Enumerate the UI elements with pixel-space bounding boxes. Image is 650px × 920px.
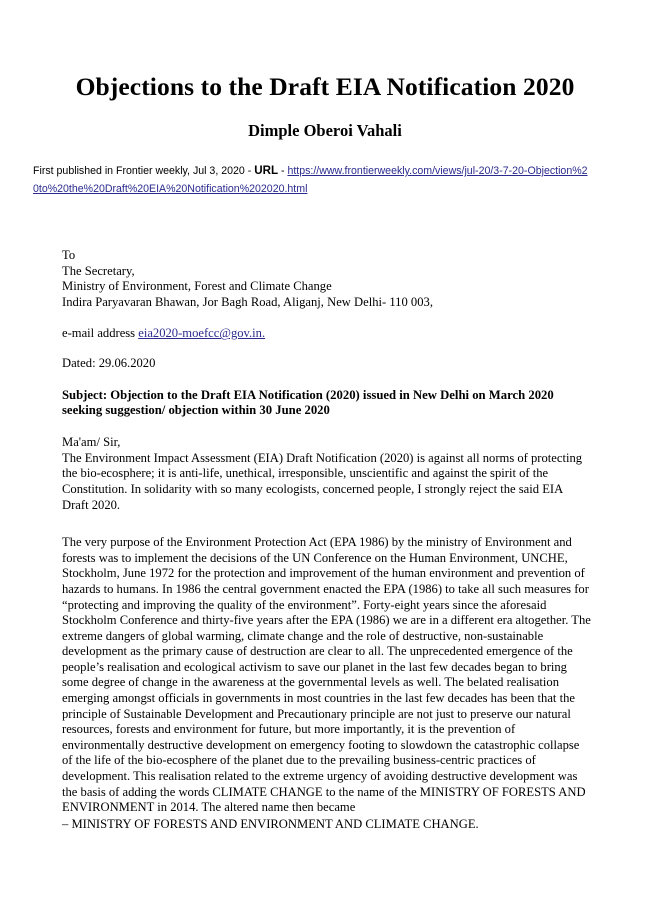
email-label: e-mail address [62,326,139,341]
address-to: To [62,248,76,262]
body-paragraph-2: The very purpose of the Environment Protection Act (EPA 1986) by the ministry of Environment and forests was to implement the decisions of the UN Conference on the Human Environment, UNCHE, Stockholm, June 1972 for the protection and improvement of the human environment and prevention of hazards to humans. In 1986 the central government enacted the EPA (1986) to take all such measures for “protecting and improving the quality of the environment”. Forty-eight years since the aforesaid Stockholm Conference and thirty-five years after the EPA (1986) we are in a different era altogether. The extreme dangers of global warming, climate change and the role of destructive, non-sustainable development as the primary cause of destruction are clear to all. The unprecedented emergence of the people’s realisation and ecological activism to save our planet in the last few decades began to bring some degree of change in the awareness at the governmental levels as well. The belated realisation emerging amongst officials in governments in most countries in the last few decades has been that the principle of Sustainable Development and Precautionary principle are not just to preserve our natural resources, forests and environment for future, but more importantly, it is the prevention of environmentally destructive development on emergency footing to slowdown the catastrophic collapse of the life of the bio-ecosphere of the planet due to the prevailing business-centric practices of development. This realisation related to the extreme urgency of avoiding destructive development was the basis of adding the words CLIMATE CHANGE to the name of the MINISTRY OF FORESTS AND ENVIRONMENT in 2014. The altered name then became [62,535,591,815]
spacer [62,342,592,356]
publication-prefix: First published in Frontier weekly, Jul 3, 2020 - [33,165,255,177]
spacer [62,372,592,388]
email-row [62,326,592,342]
dated-line: Dated: 29.06.2020 [62,355,156,370]
source-url-link[interactable]: https://www.frontierweekly.com/views/jul-20/3-7-20-Objection%20to%20the%20Draft%20EIA%20Notification%202020.html [33,165,588,195]
url-keyword: URL [254,164,279,177]
page-title: Objections to the Draft EIA Notification 2020 [75,72,575,102]
address-recipient: The Secretary, [62,263,135,278]
author-name: Dimple Oberoi Vahali [248,121,402,140]
address-street: Indira Paryavaran Bhawan, Jor Bagh Road, Aliganj, New Delhi- 110 003, [62,294,433,309]
body-paragraph-1: The Environment Impact Assessment (EIA) Draft Notification (2020) is against all norms of protecting the bio-ecosphere; it is anti-life, unethical, irresponsible, unscientific and against the spirit of the Constitution. In solidarity with so many ecologists, concerned people, I strongly reject the said EIA Draft 2020. [62,450,583,512]
address-block [62,248,592,310]
spacer [62,310,592,326]
salutation: Ma'am/ Sir, [62,435,121,450]
body-paragraph-2-closing: – MINISTRY OF FORESTS AND ENVIRONMENT AND CLIMATE CHANGE. [62,816,479,831]
letter-body [62,248,592,832]
address-ministry: Ministry of Environment, Forest and Climate Change [62,279,332,294]
publication-info [33,162,589,198]
url-separator: - [278,165,288,177]
spacer [62,513,592,535]
email-link[interactable]: eia2020-moefcc@gov.in. [138,326,266,341]
subject-line: Subject: Objection to the Draft EIA Notification (2020) issued in New Delhi on March 2020 seeking suggestion/ objection within 30 June 2020 [62,387,554,418]
spacer [62,419,592,435]
